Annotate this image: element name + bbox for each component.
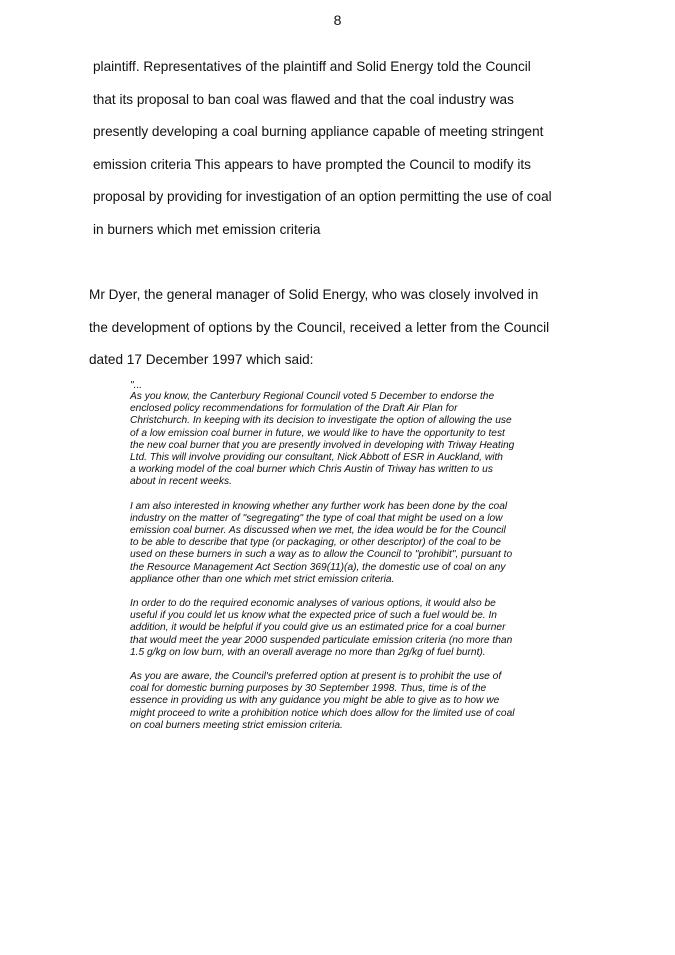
quote-line: In order to do the required economic analyses of various options, it would also be bbox=[130, 598, 496, 610]
text-line: the development of options by the Council, received a letter from the Council bbox=[89, 319, 550, 335]
quote-line: to be able to describe that type (or packaging, or other descriptor) of the coal to be bbox=[130, 537, 501, 549]
quote-line: about in recent weeks. bbox=[130, 476, 232, 488]
quote-line: of a low emission coal burner in future, we would like to have the opportunity to test bbox=[130, 427, 505, 439]
quote-line: I am also interested in knowing whether any further work has been done by the coal bbox=[130, 500, 508, 512]
text-line: proposal by providing for investigation of an option permitting the use of coal bbox=[93, 189, 552, 205]
quote-line: enclosed policy recommendations for formulation of the Draft Air Plan for bbox=[130, 403, 458, 415]
letter-quote bbox=[130, 381, 570, 744]
quote-line: Ltd. This will involve providing our consultant, Nick Abbott of ESR in Auckland, with bbox=[130, 452, 503, 464]
quote-line: useful if you could let us know what the expected price of such a fuel would be. In bbox=[130, 610, 497, 622]
quote-paragraph-2 bbox=[130, 501, 570, 586]
quote-line: industry on the matter of "segregating" the type of coal that might be used on a low bbox=[130, 512, 503, 524]
quote-line: Christchurch. In keeping with its decision to investigate the option of allowing the use bbox=[130, 415, 512, 427]
quote-line: essence in providing us with any guidance you might be able to give as to how we bbox=[130, 695, 500, 707]
text-line: emission criteria This appears to have prompted the Council to modify its bbox=[93, 156, 531, 172]
text-line: plaintiff. Representatives of the plaintiff and Solid Energy told the Council bbox=[93, 59, 531, 74]
quote-line: As you know, the Canterbury Regional Council voted 5 December to endorse the bbox=[130, 391, 495, 402]
body-paragraph-1 bbox=[93, 51, 563, 247]
quote-line: a working model of the coal burner which Chris Austin of Triway has written to us bbox=[130, 464, 493, 476]
text-line: Mr Dyer, the general manager of Solid Energy, who was closely involved in bbox=[89, 287, 539, 302]
quote-line: appliance other than one which met strict emission criteria. bbox=[130, 573, 395, 585]
quote-line: emission coal burner. As discussed when we met, the idea would be for the Council bbox=[130, 525, 506, 537]
quote-line: that would meet the year 2000 suspended particulate emission criteria (no more than bbox=[130, 634, 513, 646]
quote-line: addition, it would be helpful if you could give us an estimated price for a coal burner bbox=[130, 622, 506, 634]
quote-line: coal for domestic burning purposes by 30 September 1998. Thus, time is of the bbox=[130, 683, 487, 695]
quote-line: the new coal burner that you are presently involved in developing with Triway Heating bbox=[130, 439, 515, 451]
text-line: in burners which met emission criteria bbox=[93, 221, 321, 237]
quote-line: might proceed to write a prohibition notice which does allow for the limited use of coal bbox=[130, 707, 515, 719]
text-line: that its proposal to ban coal was flawed and that the coal industry was bbox=[93, 91, 514, 107]
text-line: presently developing a coal burning appliance capable of meeting stringent bbox=[93, 124, 544, 140]
page-number: 8 bbox=[333, 12, 342, 28]
quote-paragraph-4 bbox=[130, 671, 570, 732]
quote-opening: "... bbox=[130, 380, 143, 391]
quote-line: used on these burners in such a way as to allow the Council to "prohibit", pursuant to bbox=[130, 549, 513, 561]
quote-line: 1.5 g/kg on low burn, with an overall average no more than 2g/kg of fuel burnt). bbox=[130, 646, 486, 658]
quote-line: the Resource Management Act Section 369(11)(a), the domestic use of coal on any bbox=[130, 561, 506, 573]
quote-line: on coal burners meeting strict emission criteria. bbox=[130, 719, 343, 731]
text-line: dated 17 December 1997 which said: bbox=[89, 352, 314, 368]
body-paragraph-2 bbox=[89, 279, 569, 377]
quote-paragraph-3 bbox=[130, 598, 570, 659]
quote-line: As you are aware, the Council's preferred option at present is to prohibit the use of bbox=[130, 671, 502, 683]
quote-paragraph-1 bbox=[130, 391, 570, 489]
